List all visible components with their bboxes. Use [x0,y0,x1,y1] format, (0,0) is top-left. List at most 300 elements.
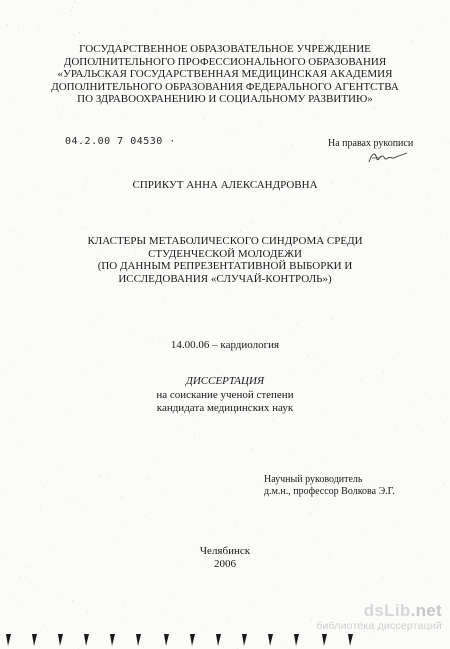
supervisor-block [264,474,395,499]
paper-speck [358,449,359,450]
paper-speck [102,613,103,614]
binding-mark [294,634,299,646]
paper-speck [432,334,433,335]
paper-speck [72,600,73,601]
paper-speck [434,490,435,491]
paper-speck [186,536,187,537]
paper-speck [395,520,396,521]
binding-mark [164,634,169,646]
paper-speck [161,621,162,622]
paper-speck [56,514,57,515]
paper-speck [152,336,153,337]
paper-speck [431,454,432,455]
paper-speck [382,20,383,21]
paper-speck [417,32,418,33]
paper-speck [419,26,420,27]
paper-speck [317,9,318,10]
paper-speck [131,522,132,523]
paper-speck [251,222,252,223]
document-type-text: ДИССЕРТАЦИЯ [185,375,265,387]
paper-speck [408,455,409,456]
paper-speck [304,603,305,604]
paper-speck [215,506,216,507]
paper-speck [147,331,148,332]
paper-speck [55,593,56,594]
paper-speck [219,311,220,312]
paper-speck [253,205,254,206]
paper-speck [170,307,171,308]
paper-speck [49,601,50,602]
paper-speck [446,607,447,608]
paper-speck [101,364,102,365]
paper-speck [103,212,104,213]
paper-speck [435,202,436,203]
paper-speck [295,329,296,330]
paper-speck [118,609,119,610]
paper-speck [8,220,9,221]
paper-speck [12,293,13,294]
paper-speck [178,125,179,126]
paper-speck [5,511,6,512]
paper-speck [385,327,386,328]
paper-speck [427,1,428,2]
paper-speck [137,203,138,204]
paper-speck [221,573,222,574]
binding-mark [84,634,89,646]
paper-speck [17,124,18,125]
paper-speck [430,311,431,312]
binding-mark [216,634,221,646]
paper-speck [388,447,389,448]
paper-speck [400,436,401,437]
paper-speck [359,354,360,355]
paper-speck [247,614,248,615]
paper-speck [305,614,306,615]
paper-speck [270,0,271,1]
paper-speck [250,150,251,151]
paper-speck [440,417,441,418]
paper-speck [144,594,145,595]
paper-speck [2,293,3,294]
paper-speck [395,427,396,428]
paper-speck [272,420,273,421]
paper-speck [232,511,233,512]
paper-speck [408,290,409,291]
paper-speck [215,6,216,7]
paper-speck [60,433,61,434]
paper-speck [19,136,20,137]
paper-speck [81,110,82,111]
paper-speck [345,430,346,431]
thesis-title-line-3: (ПО ДАННЫМ РЕПРЕЗЕНТАТИВНОЙ ВЫБОРКИ И [97,260,353,273]
paper-speck [190,225,191,226]
paper-speck [74,35,75,36]
paper-speck [301,312,302,313]
paper-speck [388,369,389,370]
binding-mark [6,634,11,646]
paper-speck [243,368,244,369]
paper-speck [412,18,413,19]
paper-speck [240,231,241,232]
paper-speck [0,204,1,205]
paper-speck [440,115,441,116]
paper-speck [399,352,400,353]
paper-speck [8,201,9,202]
paper-speck [397,195,398,196]
paper-speck [121,497,122,498]
paper-speck [3,492,4,493]
paper-speck [354,432,355,433]
paper-speck [443,422,444,423]
paper-speck [382,451,383,452]
paper-speck [87,507,88,508]
paper-speck [223,607,224,608]
paper-speck [440,3,441,4]
paper-speck [25,130,26,131]
paper-speck [373,115,374,116]
paper-speck [131,228,132,229]
paper-speck [356,318,357,319]
paper-speck [419,205,420,206]
paper-speck [117,176,118,177]
paper-speck [427,149,428,150]
paper-speck [50,213,51,214]
paper-speck [394,517,395,518]
paper-speck [45,224,46,225]
paper-speck [205,358,206,359]
paper-speck [376,532,377,533]
paper-speck [346,472,347,473]
paper-speck [82,312,83,313]
paper-speck [264,325,265,326]
paper-speck [244,429,245,430]
paper-speck [150,317,151,318]
paper-speck [214,436,215,437]
degree-line-1: на соискание ученой степени [156,389,294,401]
paper-speck [188,334,189,335]
paper-speck [72,7,73,8]
paper-speck [71,10,72,11]
paper-speck [119,175,120,176]
paper-speck [165,19,166,20]
paper-speck [157,14,158,15]
paper-speck [298,326,299,327]
paper-speck [149,124,150,125]
paper-speck [427,196,428,197]
paper-speck [33,499,34,500]
paper-speck [283,153,284,154]
paper-speck [7,167,8,168]
paper-speck [108,352,109,353]
paper-speck [234,464,235,465]
paper-speck [13,365,14,366]
paper-speck [6,573,7,574]
paper-speck [341,209,342,210]
paper-speck [204,487,205,488]
paper-speck [349,128,350,129]
paper-speck [241,220,242,221]
paper-speck [214,369,215,370]
paper-speck [122,522,123,523]
paper-speck [9,430,10,431]
paper-speck [217,6,218,7]
paper-speck [22,320,23,321]
paper-speck [249,605,250,606]
paper-speck [392,111,393,112]
paper-speck [88,529,89,530]
paper-speck [327,364,328,365]
specialty-text: 14.00.06 – кардиология [170,339,280,351]
paper-speck [182,144,183,145]
binding-mark [136,634,141,646]
paper-speck [222,33,223,34]
place-and-year [0,545,450,570]
paper-speck [19,578,20,579]
year: 2006 [214,557,236,570]
paper-speck [60,8,61,9]
paper-speck [246,628,247,629]
paper-speck [399,223,400,224]
paper-speck [347,195,348,196]
paper-speck [7,24,8,25]
paper-speck [417,41,418,42]
institution-line-5: ПО ЗДРАВООХРАНЕНИЮ И СОЦИАЛЬНОМУ РАЗВИТИЮ» [77,93,373,106]
supervisor-label: Научный руководитель [264,474,363,485]
paper-speck [93,471,94,472]
paper-speck [363,535,364,536]
paper-speck [89,468,90,469]
institution-line-1: ГОСУДАРСТВЕННОЕ ОБРАЗОВАТЕЛЬНОЕ УЧРЕЖДЕНИЕ [79,43,371,55]
paper-speck [31,583,32,584]
paper-speck [172,19,173,20]
paper-speck [170,433,171,434]
paper-speck [146,334,147,335]
paper-speck [299,2,300,3]
paper-speck [315,323,316,324]
paper-speck [216,588,217,589]
paper-speck [158,442,159,443]
paper-speck [250,368,251,369]
paper-speck [324,227,325,228]
paper-speck [273,428,274,429]
paper-speck [169,598,170,599]
paper-speck [324,39,325,40]
binding-mark [242,634,247,646]
paper-speck [85,479,86,480]
paper-speck [105,515,106,516]
paper-speck [28,230,29,231]
paper-speck [390,193,391,194]
paper-speck [38,224,39,225]
paper-speck [402,369,403,370]
paper-speck [314,373,315,374]
paper-speck [34,572,35,573]
paper-speck [54,288,55,289]
paper-speck [214,532,215,533]
thesis-title [0,235,450,285]
paper-speck [391,573,392,574]
paper-speck [300,611,301,612]
paper-speck [5,220,6,221]
rights-note: На правах рукописи [328,138,414,149]
paper-speck [314,530,315,531]
paper-speck [149,18,150,19]
paper-speck [233,315,234,316]
paper-speck [409,489,410,490]
paper-speck [443,215,444,216]
paper-speck [221,148,222,149]
paper-speck [404,332,405,333]
paper-speck [118,461,119,462]
paper-speck [426,213,427,214]
paper-speck [294,455,295,456]
paper-speck [312,541,313,542]
paper-speck [144,538,145,539]
paper-speck [78,505,79,506]
paper-speck [356,466,357,467]
paper-speck [357,32,358,33]
paper-speck [441,336,442,337]
paper-speck [229,192,230,193]
paper-speck [291,629,292,630]
paper-speck [426,513,427,514]
paper-speck [235,525,236,526]
thesis-title-line-4: ИССЛЕДОВАНИЯ «СЛУЧАЙ-КОНТРОЛЬ») [118,272,332,285]
paper-speck [411,40,412,41]
paper-speck [102,229,103,230]
paper-speck [205,538,206,539]
paper-speck [51,529,52,530]
paper-speck [315,432,316,433]
paper-speck [128,326,129,327]
paper-speck [99,476,100,477]
dslib-watermark [316,602,442,632]
paper-speck [75,1,76,2]
paper-speck [103,330,104,331]
paper-speck [257,367,258,368]
paper-speck [58,506,59,507]
institution-header [0,43,450,106]
paper-speck [204,118,205,119]
paper-speck [108,294,109,295]
paper-speck [194,435,195,436]
paper-speck [317,118,318,119]
paper-speck [310,513,311,514]
binding-mark [32,634,37,646]
signature-mark [366,149,411,165]
paper-speck [40,481,41,482]
paper-speck [343,16,344,17]
paper-speck [328,199,329,200]
paper-speck [200,524,201,525]
paper-speck [157,571,158,572]
paper-speck [318,507,319,508]
paper-speck [176,226,177,227]
institution-line-3: «УРАЛЬСКАЯ ГОСУДАРСТВЕННАЯ МЕДИЦИНСКАЯ АКАДЕМИЯ [57,68,393,81]
paper-speck [263,23,264,24]
paper-speck [425,328,426,329]
paper-speck [76,516,77,517]
paper-speck [313,507,314,508]
paper-speck [211,286,212,287]
paper-speck [285,201,286,202]
paper-speck [144,515,145,516]
paper-speck [118,153,119,154]
paper-speck [111,134,112,135]
paper-speck [432,291,433,292]
paper-speck [187,471,188,472]
paper-speck [309,516,310,517]
paper-speck [383,372,384,373]
paper-speck [275,442,276,443]
paper-speck [397,218,398,219]
paper-speck [111,313,112,314]
paper-speck [289,609,290,610]
paper-speck [114,307,115,308]
paper-speck [147,210,148,211]
paper-speck [400,19,401,20]
paper-speck [3,363,4,364]
paper-speck [330,316,331,317]
binding-mark [268,634,273,646]
paper-speck [82,510,83,511]
paper-speck [109,224,110,225]
binding-mark [348,634,353,646]
paper-speck [226,621,227,622]
paper-speck [206,149,207,150]
paper-speck [326,207,327,208]
degree-line-2: кандидата медицинских наук [156,401,294,414]
paper-speck [331,319,332,320]
paper-speck [67,195,68,196]
paper-speck [32,144,33,145]
paper-speck [56,598,57,599]
paper-speck [373,107,374,108]
paper-speck [388,599,389,600]
paper-speck [108,615,109,616]
paper-speck [399,478,400,479]
paper-speck [339,220,340,221]
paper-speck [209,163,210,164]
institution-line-4: ДОПОЛНИТЕЛЬНОГО ОБРАЗОВАНИЯ ФЕДЕРАЛЬНОГО АГЕНТСТВА [51,80,399,93]
paper-speck [297,622,298,623]
watermark-logo [316,602,442,620]
paper-speck [43,487,44,488]
paper-speck [296,323,297,324]
paper-speck [351,449,352,450]
paper-speck [197,421,198,422]
paper-speck [305,427,306,428]
paper-speck [417,286,418,287]
paper-speck [317,538,318,539]
specialty-code [0,339,450,352]
paper-speck [160,495,161,496]
paper-speck [251,448,252,449]
paper-speck [84,424,85,425]
paper-speck [84,625,85,626]
registration-stamp: 04.2.00 7 04530 · [65,136,176,147]
paper-speck [255,222,256,223]
paper-speck [218,162,219,163]
paper-speck [239,491,240,492]
paper-speck [366,586,367,587]
paper-speck [294,172,295,173]
paper-speck [446,363,447,364]
paper-speck [110,319,111,320]
paper-speck [102,353,103,354]
paper-speck [126,589,127,590]
paper-speck [307,356,308,357]
